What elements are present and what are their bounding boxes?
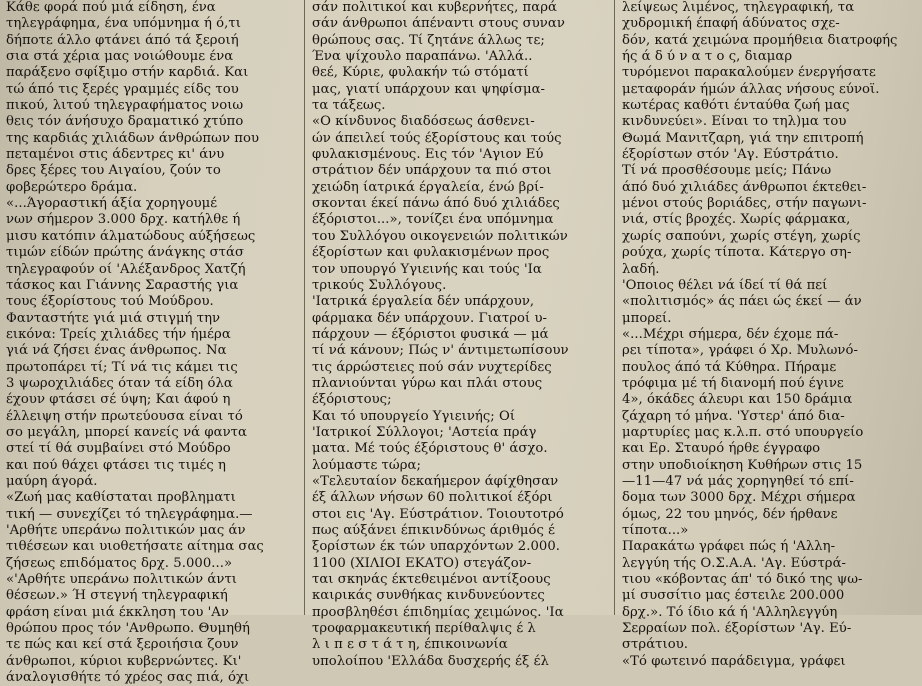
text-line: τον υπουργό Υγιεινής και τούς 'Ια	[312, 261, 542, 277]
text-line: ζήσεως επιδόματος δρχ. 5.000...»	[6, 555, 233, 571]
text-line: έξορίστων στόν 'Αγ. Εύστράτιο.	[622, 147, 839, 163]
text-line: Κάθε φορά πού μιά είδηση, ένα	[6, 0, 216, 15]
text-line: ματα. Μέ τούς έξόριστους θ' άσχο.	[312, 441, 548, 457]
text-line: δόν, κατά χειμώνα προμήθεια διατροφής	[622, 32, 898, 48]
text-line: χυδρομική έπαφή άδύνατος σχε-	[622, 16, 840, 32]
text-line: νων σήμερον 3.000 δρχ. κατήλθε ή	[6, 212, 241, 228]
text-line: ται σκηνάς έκτεθειμένοι αντίξοους	[312, 572, 551, 588]
text-line: θρώπους σας. Τί ζητάνε άλλως τε;	[312, 32, 545, 48]
text-line: «'Αρθήτε υπεράνω πολιτικών άντι	[6, 572, 238, 588]
text-line: δήποτε άλλο φτάνει άπό τά ξεροιή	[6, 32, 239, 48]
text-line: λείψεως λιμένος, τηλεγραφική, τα	[622, 0, 855, 15]
text-line: μαύρη άγορά.	[6, 473, 98, 489]
text-line: κωτέρας καθότι ένταύθα ζωή μας	[622, 98, 850, 114]
text-line: έχουν φτάσει σέ ύψη; Και άφού η	[6, 392, 231, 408]
text-line: «...Μέχρι σήμερα, δέν έχομε πά-	[622, 326, 839, 342]
text-line: έξορίστων και φυλακισμένων προς	[312, 245, 550, 261]
text-line: ρούχα, χωρίς τίποτα. Κάτεργο ση-	[622, 245, 852, 261]
text-line: θρώπου προς τόν 'Ανθρωπο. Θυμηθή	[6, 621, 250, 637]
text-line: υπολοίπου 'Ελλάδα δυσχερής έξ έλ	[312, 653, 549, 669]
text-line: στράτιον δέν υπάρχουν τα πιό στοι	[312, 163, 552, 179]
text-line: μας, γιατί υπάρχουν και ψηφίσμα-	[312, 81, 546, 97]
text-line: φυλακισμένους. Εις τόν 'Αγιον Εύ	[312, 147, 544, 163]
text-line: τους έξορίστους τού Μούδρου.	[6, 294, 214, 310]
text-line: χειώδη ίατρικά έργαλεία, ένώ βρί-	[312, 179, 544, 195]
text-line: στοι εις 'Αγ. Εύστράτιον. Τοιουτοτρό	[312, 506, 564, 522]
text-line: πεταμένοι στις άδεντρες κι' άνυ	[6, 147, 225, 163]
text-line: τηλεγράφημα, ένα υπόμνημα ή ό,τι	[6, 16, 241, 32]
text-line: μαρτυρίες μας κ.λ.π. στό υπουργείο	[622, 424, 864, 440]
text-line: τιου «κόβοντας άπ' τό δικό της ψω-	[622, 572, 863, 588]
text-line: τιμών είδών πρώτης άνάγκης στάσ	[6, 245, 245, 261]
text-line: τροφαρμακευτική περίθαλψις έ λ	[312, 621, 536, 637]
text-line: στην υποδιοίκηση Κυθήρων στις 15	[622, 457, 863, 473]
text-line: —11—47 νά μάς χορηγηθεί τό επί-	[622, 473, 854, 489]
article-column-middle	[312, 0, 605, 669]
text-line: του Συλλόγου οικογενειών πολιτικών	[312, 228, 568, 244]
text-line: τική — συνεχίζει τό τηλεγράφημα.—	[6, 506, 253, 522]
text-line: σια στά χέρια μας νοιώθουμε ένα	[6, 49, 234, 65]
text-line: τρόφιμα μέ τή διανομή πού έγινε	[622, 375, 844, 391]
text-line: θέσεων.» Ή στεγνή τηλεγραφική	[6, 588, 228, 604]
text-line: τάσκος και Γιάννης Σαραστής για	[6, 277, 239, 293]
text-line: εικόνα: Τρείς χιλιάδες τήν ήμέρα	[6, 326, 231, 342]
text-line: σάν πολιτικοί και κυβερνήτες, παρά	[312, 0, 557, 15]
text-line: «Ο κίνδυνος διαδόσεως άσθενει-	[312, 114, 535, 130]
text-line: τις άρρώστειες πού σάν νυχτερίδες	[312, 359, 552, 375]
text-line: έξ άλλων νήσων 60 πολιτικοί έξόρι	[312, 490, 553, 506]
column-rule-1	[304, 0, 305, 615]
text-line: έλλειψη στήν πρωτεύουσα είναι τό	[6, 408, 243, 424]
text-line: λ ι π ε σ τ ά τ η, έπικοινωνία	[312, 637, 508, 653]
text-line: 'Ιατρικά έργαλεία δέν υπάρχουν,	[312, 294, 535, 310]
text-line: Θωμά Μανιτζαρη, γιά την επιτροπή	[622, 130, 864, 146]
text-line: 'Ιατρικοί Σύλλογοι; 'Αστεία πράγ	[312, 424, 537, 440]
text-line: πουλος άπό τά Κύθηρα. Πήραμε	[622, 359, 837, 375]
text-line: έξόριστοι...», τονίζει ένα υπόμνημα	[312, 212, 554, 228]
text-line: τυρόμενοι παρακαλούμεν ένεργήσατε	[622, 65, 876, 81]
text-line: μί συσσίτιο μας έστειλε 200.000	[622, 588, 845, 604]
text-line: Και τό υπουργείο Υγιεινής; Οί	[312, 408, 516, 424]
text-line: «Τελευταίον δεκαήμερον άφίχθησαν	[312, 473, 559, 489]
text-line: ξορίστων έκ τών υπαρχόντων 2.000.	[312, 539, 561, 555]
text-line: δρες ξέρες του Αιγαίου, ζούν το	[6, 163, 221, 179]
article-column-right	[622, 0, 918, 669]
text-line: ών άπειλεί τούς έξορίστους και τούς	[312, 130, 562, 146]
text-line: «Τό φωτεινό παράδειγμα, γράφει	[622, 653, 846, 669]
text-line: τιθέσεων και υιοθετήσατε αίτημα σας	[6, 539, 264, 555]
text-line: σο μεγάλη, μπορεί κανείς νά φαντα	[6, 424, 247, 440]
text-line: σάν άνθρωποι άπέναντι στους συναν	[312, 16, 565, 32]
text-line: στράτιου.	[622, 637, 689, 653]
text-line: λαδή.	[622, 261, 660, 277]
text-line: φράση είναι μιά έκκληση του 'Αν	[6, 604, 229, 620]
text-line: μισυ κατόπιν άλματώδους αύξήσεως	[6, 228, 256, 244]
text-line: πρωτοπάρει τί; Τί νά τις κάμει τις	[6, 359, 238, 375]
text-line: ρει τίποτα», γράφει ό Χρ. Μυλωνό-	[622, 343, 858, 359]
text-line: 1100 (ΧΙΛΙΟΙ ΕΚΑΤΟ) στεγάζον-	[312, 555, 532, 571]
text-line: τηλεγραφούν οί 'Αλέξανδρος Χατζή	[6, 261, 246, 277]
text-line: μεταφοράν ήμών άλλας νήσους εύνοϊ.	[622, 81, 880, 97]
text-line: χωρίς σαπούνι, χωρίς στέγη, χωρίς	[622, 228, 861, 244]
text-line: καιρικάς συνθήκας κινδυνεύοντες	[312, 588, 545, 604]
text-line: «...Άγοραστική άξία χορηγουμέ	[6, 196, 218, 212]
text-line: μένοι στούς βοριάδες, στήν παγωνι-	[622, 196, 867, 212]
text-line: πικού, λιτού τηλεγραφήματος νοιω	[6, 98, 244, 114]
text-line: τίποτα...»	[622, 523, 689, 538]
text-line: ής ά δ ύ ν α τ ο ς, διαμαρ	[622, 49, 793, 65]
text-line: κινδυνεύει». Είναι το τηλ)μα του	[622, 114, 847, 130]
text-line: πως αύξάνει έπικινδύνως άριθμός έ	[312, 523, 556, 538]
text-line: και Ερ. Σταυρό ήρθε έγγραφο	[622, 441, 821, 457]
text-line: και πού θάχει φτάσει τις τιμές η	[6, 457, 226, 473]
text-line: της καρδιάς χιλιάδων άνθρώπων που	[6, 130, 260, 146]
text-line: «Ζωή μας καθίσταται προβληματι	[6, 490, 236, 506]
text-line: τρικούς Συλλόγους.	[312, 277, 447, 293]
text-line: Παρακάτω γράφει πώς ή 'Αλλη-	[622, 539, 836, 555]
text-line: 'Αρθήτε υπεράνω πολιτικών μας άν	[6, 523, 246, 538]
text-line: τε πώς και κεί στά ξεροιήσια ζουν	[6, 637, 239, 653]
column-rule-2	[614, 0, 615, 615]
text-line: «πολιτισμός» άς πάει ώς έκεί — άν	[622, 294, 862, 310]
text-line: Ένα ψίχουλο παραπάνω. 'Αλλά..	[312, 49, 533, 65]
text-line: όμως, 22 του μηνός, δέν ήρθανε	[622, 506, 838, 522]
text-line: Τί νά προσθέσουμε μείς; Πάνω	[622, 163, 832, 179]
text-line: 4», όκάδες άλευρι και 150 δράμια	[622, 392, 853, 408]
text-line: τα τάξεως.	[312, 98, 386, 114]
text-line: άπό δυό χιλιάδες άνθρωποι έκτεθει-	[622, 179, 867, 195]
text-line: 3 ψωροχιλιάδες όταν τά είδη όλα	[6, 375, 233, 391]
text-line: μπορεί.	[622, 310, 672, 326]
text-line: ζάχαρη τό μήνα. 'Υστερ' άπό δια-	[622, 408, 845, 424]
text-line: άνθρωποι, κύριοι κυβερνώντες. Κι'	[6, 653, 242, 669]
article-column-left	[6, 0, 296, 686]
text-line: φάρμακα δέν υπάρχουν. Γιατροί υ-	[312, 310, 548, 326]
text-line: πάρχουν — έξόριστοι φυσικά — μά	[312, 326, 549, 342]
text-line: πλανιούνται γύρω και πλάι στους	[312, 375, 543, 391]
text-line: λούμαστε τώρα;	[312, 457, 421, 473]
text-line: δομα των 3000 δρχ. Μέχρι σήμερα	[622, 490, 856, 506]
text-line: νιά, στίς βροχές. Χωρίς φάρμακα,	[622, 212, 851, 228]
text-line: λεγγύη τής Ο.Σ.Α.Α. 'Αγ. Εύστρά-	[622, 555, 847, 571]
text-line: παράξενο σφίξιμο στήν καρδιά. Και	[6, 65, 249, 81]
text-line: θεέ, Κύριε, φυλακήν τώ στόματί	[312, 65, 529, 81]
text-line: τί νά κάνουν; Πώς ν' άντιμετωπίσουν	[312, 343, 569, 359]
text-line: Σερραίων πολ. έξορίστων 'Αγ. Εύ-	[622, 621, 852, 637]
text-line: δρχ.». Τό ίδιο κά ή 'Αλληλεγγύη	[622, 604, 838, 620]
text-line: τώ άπό τις ξερές γραμμές είδς του	[6, 81, 239, 97]
text-line: έξόριστους;	[312, 392, 392, 408]
text-line: άναλογισθήτε τό χρέος σας πιά, όχι	[6, 670, 250, 686]
text-line: Φανταστήτε γιά μιά στιγμή την	[6, 310, 221, 326]
text-line: προσβληθέσι έπιδημίας χειμώνος. 'Ια	[312, 604, 564, 620]
text-line: γιά νά ζήσει ένας άνθρωπος. Να	[6, 343, 227, 359]
text-line: σκονται έκεί πάνω άπό δυό χιλιάδες	[312, 196, 560, 212]
text-line: 'Οποιος θέλει νά ίδεί τί θά πεί	[622, 277, 828, 293]
text-line: φοβερώτερο δράμα.	[6, 179, 138, 195]
text-line: θεις τόν άνήσυχο δραματικό χτύπο	[6, 114, 244, 130]
text-line: στεί τί θά συμβαίνει στό Μούδρο	[6, 441, 231, 457]
